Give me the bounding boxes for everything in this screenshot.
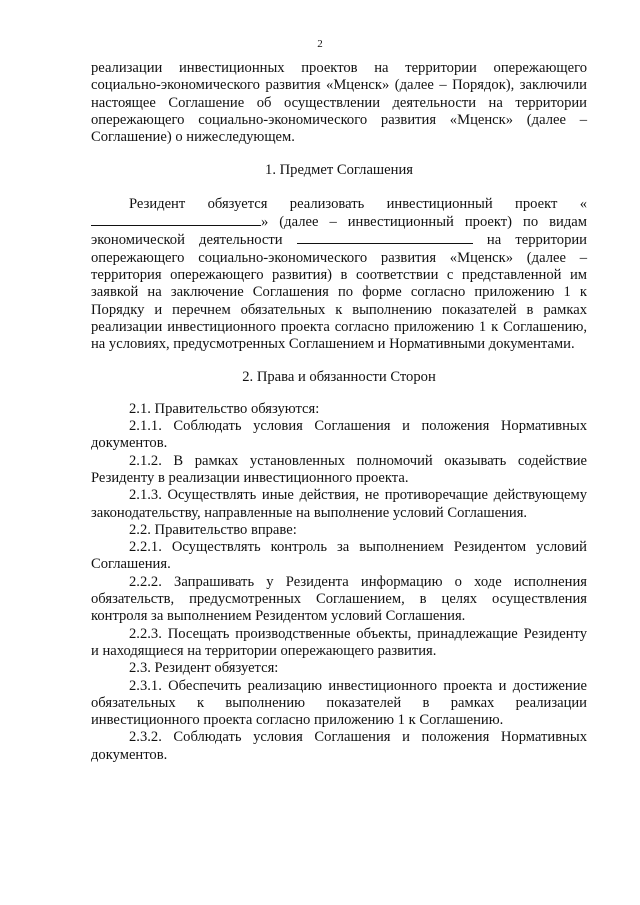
clause-2-1-2: 2.1.2. В рамках установленных полномочий оказывать содействие Резиденту в реализации инвестиционного проекта. [91, 452, 587, 486]
clause-2-2: 2.2. Правительство вправе: [129, 521, 297, 538]
clause-2-1-1: 2.1.1. Соблюдать условия Соглашения и положения Нормативных документов. [91, 418, 587, 452]
clause-2-3-2: 2.3.2. Соблюдать условия Соглашения и положения Нормативных документов. [91, 729, 587, 763]
document-body [91, 60, 587, 764]
section-1-paragraph [91, 196, 587, 354]
section-1-text-start: Резидент обязуется реализовать инвестиционный проект « [129, 195, 587, 212]
section-1-text-end: на территории опережающего социально-экономического развития «Мценск» (далее – территория опережающего развития) в соответствии с представленной им заявкой на заключение Соглашения по форме согласно приложению 1 к Порядку и перечнем обязательных к выполнению показателей в рамках реализации инвестиционного проекта согласно приложению 1 к Соглашению, на условиях, предусмотренных Соглашением и Нормативными документами. [91, 232, 587, 353]
clause-2-2-3: 2.2.3. Посещать производственные объекты, принадлежащие Резиденту и находящиеся на территории опережающего развития. [91, 625, 587, 659]
clause-2-2-2: 2.2.2. Запрашивать у Резидента информацию о ходе исполнения обязательств, предусмотренных Соглашением, в целях осуществления контроля за выполнением Резидентом условий Соглашения. [91, 573, 587, 625]
page-number: 2 [317, 38, 323, 50]
intro-paragraph: реализации инвестиционных проектов на территории опережающего социально-экономического развития «Мценск» (далее – Порядок), заключили настоящее Соглашение об осуществлении деятельности на территории опережающего социально-экономического развития «Мценск» (далее – Соглашение) о нижеследующем. [91, 60, 587, 146]
clause-2-1-3: 2.1.3. Осуществлять иные действия, не противоречащие действующему законодательству, направленные на выполнение условий Соглашения. [91, 487, 587, 521]
clause-2-1: 2.1. Правительство обязуются: [129, 400, 320, 417]
section-2-title: 2. Права и обязанности Сторон [242, 369, 436, 386]
project-name-blank [91, 213, 261, 226]
section-1-text-mid: » (далее – инвестиционный проект) по видам экономической деятельности [91, 214, 587, 249]
clause-2-3-1: 2.3.1. Обеспечить реализацию инвестиционного проекта и достижение обязательных к выполнению показателей в рамках реализации инвестиционного проекта согласно приложению 1 к Соглашению. [91, 677, 587, 729]
activity-type-blank [297, 231, 473, 244]
section-1-title: 1. Предмет Соглашения [265, 162, 413, 179]
clause-2-2-1: 2.2.1. Осуществлять контроль за выполнением Резидентом условий Соглашения. [91, 539, 587, 573]
clause-2-3: 2.3. Резидент обязуется: [129, 660, 279, 677]
